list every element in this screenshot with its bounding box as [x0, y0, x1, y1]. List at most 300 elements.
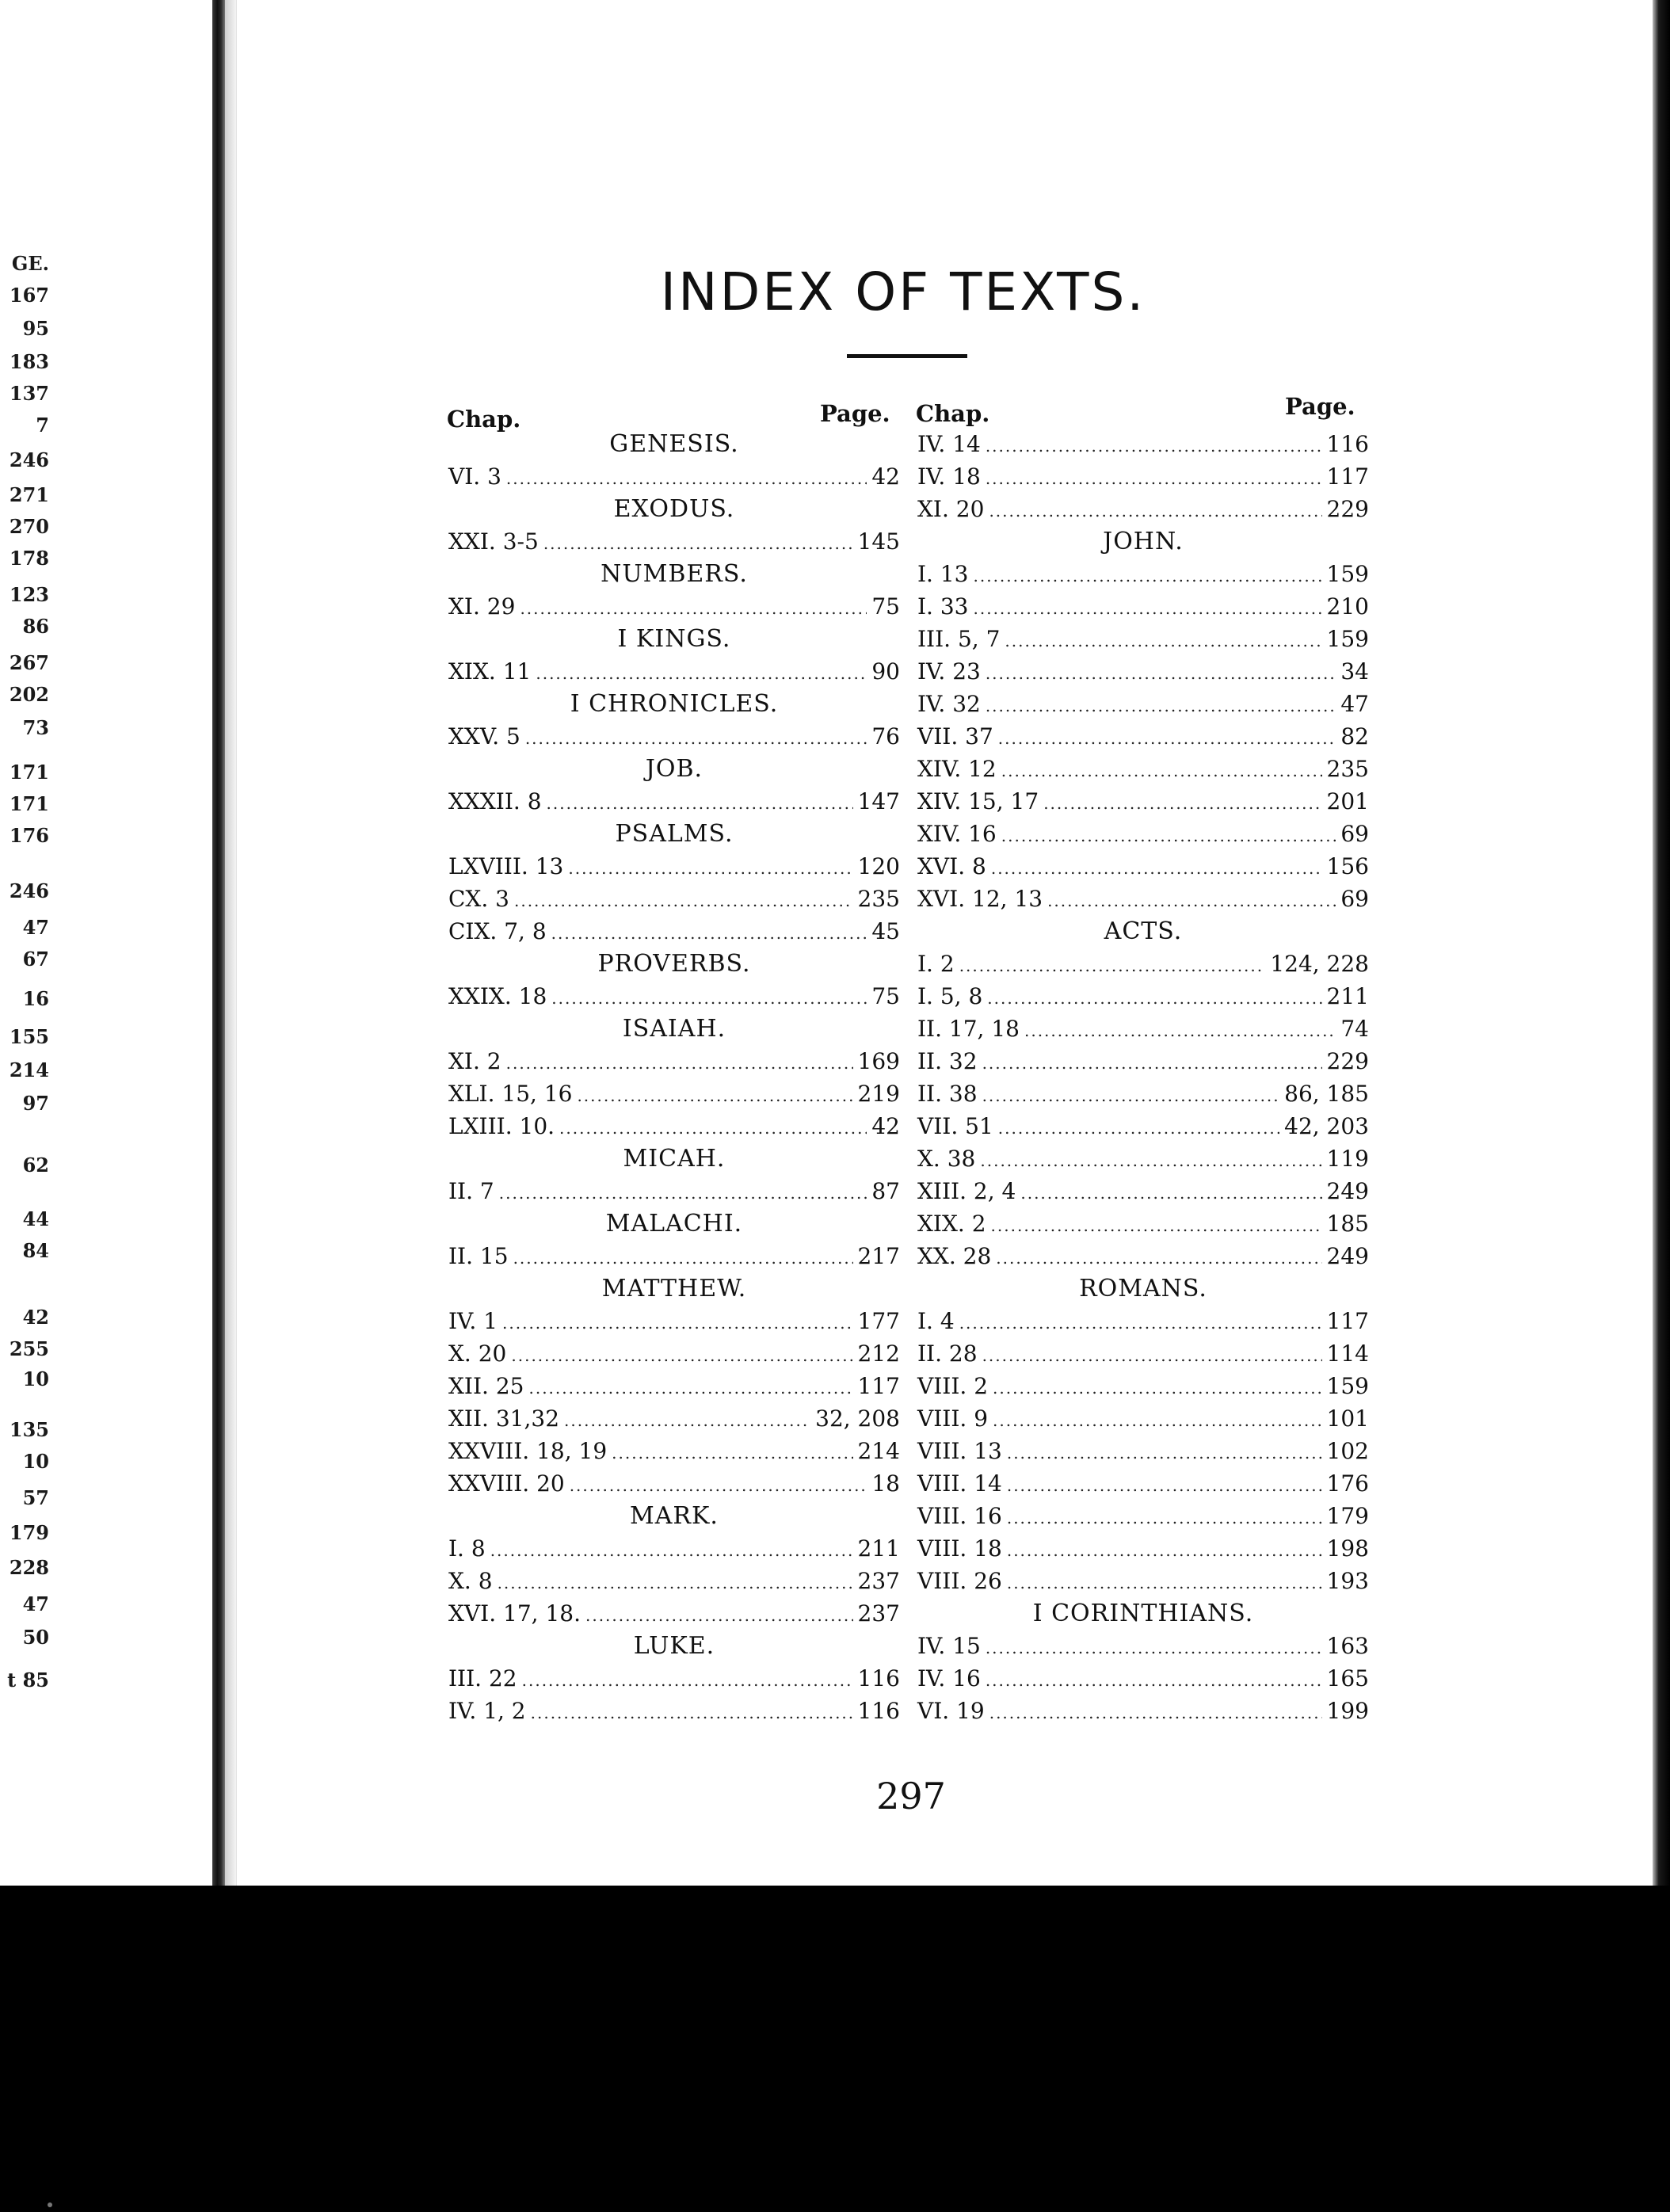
chapter-verse-ref: III. 22 — [448, 1665, 517, 1691]
dot-leader — [1001, 820, 1336, 852]
index-entry — [917, 493, 1369, 525]
chapter-verse-ref: XIV. 12 — [917, 756, 997, 782]
index-entry — [917, 1565, 1369, 1597]
page-reference: 119 — [1326, 1146, 1369, 1172]
chapter-verse-ref: XXIX. 18 — [448, 983, 547, 1009]
facing-page-number: t 85 — [7, 1669, 49, 1691]
chapter-verse-ref: VII. 51 — [917, 1113, 993, 1139]
book-heading: ROMANS. — [1079, 1275, 1207, 1302]
right-page-edge — [1653, 0, 1670, 2212]
chapter-verse-ref: XII. 25 — [448, 1373, 524, 1399]
chapter-verse-ref: XX. 28 — [917, 1243, 992, 1269]
facing-page-number: 16 — [22, 987, 49, 1010]
index-entry — [917, 1240, 1369, 1272]
index-entry — [448, 1435, 900, 1467]
index-entry — [917, 1402, 1369, 1435]
book-heading: MARK. — [630, 1502, 719, 1530]
index-entry — [917, 590, 1369, 623]
page-reference: 163 — [1326, 1633, 1369, 1659]
page-reference: 34 — [1340, 658, 1369, 685]
chapter-verse-ref: I. 13 — [917, 561, 969, 587]
dot-leader — [506, 463, 867, 495]
chapter-verse-ref: IV. 1, 2 — [448, 1698, 526, 1724]
page-reference: 237 — [857, 1568, 900, 1594]
chapter-verse-ref: VIII. 2 — [917, 1373, 989, 1399]
chapter-verse-ref: VI. 3 — [448, 463, 501, 490]
right-index-column — [917, 428, 1369, 1727]
dot-leader — [547, 788, 853, 820]
index-entry — [448, 655, 900, 688]
index-entry — [917, 720, 1369, 753]
facing-page-number: 7 — [36, 414, 49, 437]
chapter-verse-ref: VII. 37 — [917, 723, 993, 749]
dot-leader — [982, 1080, 1280, 1112]
page-reference: 42 — [871, 1113, 900, 1139]
index-entry — [917, 1337, 1369, 1370]
right-chap-label: Chap. — [916, 400, 990, 427]
facing-page-number: 10 — [22, 1367, 49, 1390]
dot-leader — [513, 1242, 853, 1275]
dot-leader — [570, 1470, 867, 1502]
chapter-verse-ref: II. 7 — [448, 1178, 494, 1204]
chapter-verse-ref: IV. 1 — [448, 1308, 498, 1334]
title-rule — [847, 354, 967, 358]
dot-leader — [989, 1697, 1322, 1730]
page-reference: 185 — [1326, 1211, 1369, 1237]
book-gutter — [212, 0, 225, 1886]
dot-leader — [986, 658, 1336, 690]
page-reference: 120 — [857, 853, 900, 879]
dot-leader — [520, 593, 867, 625]
chapter-verse-ref: IV. 18 — [917, 463, 981, 490]
dot-leader — [612, 1437, 852, 1470]
index-entry — [917, 1662, 1369, 1695]
chapter-verse-ref: XI. 20 — [917, 496, 985, 522]
book-heading: PROVERBS. — [597, 950, 751, 978]
chapter-verse-ref: X. 20 — [448, 1341, 507, 1367]
page-reference: 210 — [1326, 593, 1369, 620]
facing-page-number: 137 — [9, 382, 49, 405]
book-heading: MATTHEW. — [601, 1275, 747, 1302]
page-reference: 117 — [1326, 1308, 1369, 1334]
index-entry — [917, 785, 1369, 818]
index-entry — [917, 753, 1369, 785]
index-entry — [448, 1045, 900, 1077]
facing-page-number: 167 — [9, 284, 49, 307]
index-entry — [448, 1402, 900, 1435]
chapter-verse-ref: II. 28 — [917, 1341, 978, 1367]
chapter-verse-ref: II. 38 — [917, 1081, 978, 1107]
dot-leader — [577, 1080, 852, 1112]
chapter-verse-ref: XIV. 16 — [917, 821, 997, 847]
dot-leader — [993, 1372, 1322, 1405]
index-entry — [448, 1532, 900, 1565]
book-heading: I CORINTHIANS. — [1032, 1600, 1254, 1627]
index-entry — [448, 1305, 900, 1337]
page-reference: 193 — [1326, 1568, 1369, 1594]
page-reference: 235 — [857, 886, 900, 912]
facing-page-number: 47 — [22, 916, 49, 939]
page-reference: 116 — [857, 1698, 900, 1724]
page-reference: 69 — [1340, 886, 1369, 912]
page-reference: 47 — [1340, 691, 1369, 717]
chapter-verse-ref: XI. 2 — [448, 1048, 501, 1074]
dot-leader — [531, 1697, 853, 1730]
page-reference: 42 — [871, 463, 900, 490]
facing-page-number: 246 — [9, 879, 49, 902]
page-reference: 159 — [1326, 1373, 1369, 1399]
index-entry — [917, 1013, 1369, 1045]
chapter-verse-ref: XIV. 15, 17 — [917, 788, 1039, 814]
index-entry — [448, 1240, 900, 1272]
facing-page-number: 67 — [22, 948, 49, 971]
chapter-verse-ref: VIII. 14 — [917, 1470, 1002, 1497]
page-reference: 87 — [871, 1178, 900, 1204]
page-reference: 147 — [857, 788, 900, 814]
facing-page-number: 135 — [9, 1418, 49, 1441]
facing-page-number: 255 — [9, 1337, 49, 1360]
chapter-verse-ref: I. 5, 8 — [917, 983, 983, 1009]
page-title: INDEX OF TEXTS. — [660, 261, 1146, 322]
index-entry — [917, 1500, 1369, 1532]
dot-leader — [1007, 1470, 1322, 1502]
index-entry — [917, 850, 1369, 883]
page-reference: 198 — [1326, 1535, 1369, 1562]
index-entry — [917, 1695, 1369, 1727]
page-reference: 212 — [857, 1341, 900, 1367]
facing-page-number: 214 — [9, 1058, 49, 1081]
index-entry — [448, 590, 900, 623]
page-reference: 177 — [857, 1308, 900, 1334]
book-heading: NUMBERS. — [601, 560, 748, 588]
facing-page-number: 183 — [9, 350, 49, 373]
chapter-verse-ref: XVI. 8 — [917, 853, 986, 879]
facing-page-number: GE. — [11, 252, 49, 275]
dot-leader — [1047, 885, 1336, 917]
chapter-verse-ref: X. 38 — [917, 1146, 976, 1172]
facing-page-number: 84 — [22, 1239, 49, 1262]
chapter-verse-ref: IV. 32 — [917, 691, 981, 717]
index-entry — [917, 980, 1369, 1013]
chapter-verse-ref: III. 5, 7 — [917, 626, 1001, 652]
dot-leader — [986, 430, 1322, 463]
index-entry — [448, 1110, 900, 1142]
chapter-verse-ref: IV. 16 — [917, 1665, 981, 1691]
dot-leader — [525, 723, 867, 755]
dot-leader — [1043, 788, 1321, 820]
page-reference: 86, 185 — [1284, 1081, 1369, 1107]
dot-leader — [1005, 625, 1321, 658]
dot-leader — [987, 982, 1321, 1015]
index-entry — [448, 883, 900, 915]
dot-leader — [490, 1535, 853, 1567]
chapter-verse-ref: I. 33 — [917, 593, 969, 620]
dot-leader — [986, 1632, 1322, 1665]
chapter-verse-ref: VIII. 13 — [917, 1438, 1002, 1464]
dot-leader — [551, 917, 867, 950]
page-reference: 124, 228 — [1270, 951, 1369, 977]
dot-leader — [1007, 1437, 1322, 1470]
index-entry — [448, 1695, 900, 1727]
facing-page-number: 202 — [9, 683, 49, 706]
left-chap-label: Chap. — [447, 406, 521, 433]
chapter-verse-ref: VI. 19 — [917, 1698, 985, 1724]
index-entry — [448, 980, 900, 1013]
book-heading: EXODUS. — [613, 495, 735, 523]
dot-leader — [499, 1177, 867, 1210]
page-reference: 249 — [1326, 1178, 1369, 1204]
book-heading: I KINGS. — [617, 625, 731, 653]
facing-page-number: 47 — [22, 1592, 49, 1615]
index-entry — [917, 1045, 1369, 1077]
dot-leader — [986, 463, 1322, 495]
page-reference: 219 — [857, 1081, 900, 1107]
dot-leader — [974, 593, 1322, 625]
index-entry — [448, 1337, 900, 1370]
chapter-verse-ref: II. 15 — [448, 1243, 509, 1269]
gutter-shadow — [225, 0, 236, 1886]
dot-leader — [959, 1307, 1322, 1340]
page-reference: 90 — [871, 658, 900, 685]
facing-page-number: 246 — [9, 448, 49, 471]
chapter-verse-ref: XXVIII. 20 — [448, 1470, 565, 1497]
book-heading: GENESIS. — [609, 430, 739, 458]
page-reference: 101 — [1326, 1405, 1369, 1432]
page-reference: 249 — [1326, 1243, 1369, 1269]
index-entry — [917, 1532, 1369, 1565]
index-entry — [448, 1467, 900, 1500]
index-entry — [448, 720, 900, 753]
facing-page-number: 73 — [22, 716, 49, 739]
page-reference: 75 — [871, 983, 900, 1009]
chapter-verse-ref: VIII. 26 — [917, 1568, 1002, 1594]
page-reference: 176 — [1326, 1470, 1369, 1497]
facing-page-number: 57 — [22, 1486, 49, 1509]
facing-page-number: 97 — [22, 1092, 49, 1115]
page-reference: 165 — [1326, 1665, 1369, 1691]
dot-leader — [559, 1112, 867, 1145]
page-reference: 237 — [857, 1600, 900, 1627]
dot-leader — [1020, 1177, 1321, 1210]
index-entry — [917, 655, 1369, 688]
facing-page-number: 95 — [22, 317, 49, 340]
index-entry — [917, 1467, 1369, 1500]
chapter-verse-ref: VIII. 18 — [917, 1535, 1002, 1562]
chapter-verse-ref: XLI. 15, 16 — [448, 1081, 573, 1107]
page-reference: 217 — [857, 1243, 900, 1269]
chapter-verse-ref: IV. 14 — [917, 431, 981, 457]
book-heading: ACTS. — [1104, 917, 1183, 945]
page-reference: 114 — [1326, 1341, 1369, 1367]
dot-leader — [1001, 755, 1322, 788]
facing-page-number: 171 — [9, 792, 49, 815]
facing-page-number: 270 — [9, 515, 49, 538]
page-reference: 159 — [1326, 626, 1369, 652]
chapter-verse-ref: X. 8 — [448, 1568, 493, 1594]
book-heading: PSALMS. — [615, 820, 734, 848]
page-reference: 18 — [871, 1470, 900, 1497]
index-entry — [917, 1142, 1369, 1175]
facing-page-number: 10 — [22, 1450, 49, 1473]
dot-leader — [986, 690, 1336, 723]
index-entry — [917, 1370, 1369, 1402]
dot-leader — [1007, 1502, 1322, 1535]
index-entry — [448, 1370, 900, 1402]
chapter-verse-ref: IV. 15 — [917, 1633, 981, 1659]
index-entry — [917, 1110, 1369, 1142]
book-heading: ISAIAH. — [622, 1015, 726, 1043]
facing-page-number: 44 — [22, 1207, 49, 1230]
chapter-verse-ref: I. 4 — [917, 1308, 955, 1334]
page-reference: 199 — [1326, 1698, 1369, 1724]
page-reference: 211 — [1326, 983, 1369, 1009]
index-entry — [917, 1077, 1369, 1110]
index-entry — [917, 623, 1369, 655]
facing-page-number: 62 — [22, 1154, 49, 1177]
page-reference: 169 — [857, 1048, 900, 1074]
dot-leader — [1024, 1015, 1336, 1047]
chapter-verse-ref: VIII. 16 — [917, 1503, 1002, 1529]
dot-leader — [564, 1405, 810, 1437]
book-heading: MALACHI. — [605, 1210, 743, 1238]
dot-leader — [993, 1405, 1322, 1437]
index-entry — [917, 1207, 1369, 1240]
book-heading: JOB. — [645, 755, 703, 783]
facing-page-number: 155 — [9, 1025, 49, 1048]
dot-leader — [989, 495, 1321, 528]
page-reference: 76 — [871, 723, 900, 749]
scan-speck — [48, 2202, 52, 2207]
page-reference: 32, 208 — [815, 1405, 900, 1432]
chapter-verse-ref: LXIII. 10. — [448, 1113, 555, 1139]
dot-leader — [522, 1665, 853, 1697]
chapter-verse-ref: I. 8 — [448, 1535, 486, 1562]
chapter-verse-ref: XVI. 12, 13 — [917, 886, 1043, 912]
page-reference: 235 — [1326, 756, 1369, 782]
left-index-column — [448, 428, 900, 1727]
page-reference: 214 — [857, 1438, 900, 1464]
chapter-verse-ref: XXXII. 8 — [448, 788, 542, 814]
facing-page-number: 50 — [22, 1626, 49, 1649]
page-reference: 69 — [1340, 821, 1369, 847]
dot-leader — [991, 1210, 1322, 1242]
dot-leader — [998, 723, 1336, 755]
dot-leader — [511, 1340, 852, 1372]
book-heading: MICAH. — [623, 1145, 726, 1173]
facing-page-number: 228 — [9, 1556, 49, 1579]
dot-leader — [998, 1112, 1279, 1145]
page-reference: 156 — [1326, 853, 1369, 879]
book-heading: JOHN. — [1103, 528, 1184, 555]
index-entry — [917, 688, 1369, 720]
page-reference: 102 — [1326, 1438, 1369, 1464]
index-entry — [448, 915, 900, 948]
book-heading: I CHRONICLES. — [570, 690, 779, 718]
index-entry — [917, 818, 1369, 850]
chapter-verse-ref: CX. 3 — [448, 886, 509, 912]
facing-page-number: 86 — [22, 615, 49, 638]
chapter-verse-ref: XIX. 2 — [917, 1211, 986, 1237]
index-entry — [448, 525, 900, 558]
page-reference: 117 — [857, 1373, 900, 1399]
book-heading: LUKE. — [633, 1632, 715, 1660]
dot-leader — [996, 1242, 1321, 1275]
facing-page-strip — [0, 0, 212, 2212]
index-entry — [448, 1662, 900, 1695]
facing-page-number: 271 — [9, 483, 49, 506]
index-entry — [917, 558, 1369, 590]
index-entry — [448, 1175, 900, 1207]
page-reference: 116 — [1326, 431, 1369, 457]
dot-leader — [1007, 1567, 1322, 1600]
index-entry — [448, 1565, 900, 1597]
chapter-verse-ref: II. 32 — [917, 1048, 978, 1074]
chapter-verse-ref: CIX. 7, 8 — [448, 918, 547, 944]
index-entry — [448, 850, 900, 883]
page-reference: 42, 203 — [1284, 1113, 1369, 1139]
left-page-label: Page. — [820, 400, 890, 427]
dot-leader — [514, 885, 853, 917]
dot-leader — [986, 1665, 1322, 1697]
page-reference: 201 — [1326, 788, 1369, 814]
chapter-verse-ref: I. 2 — [917, 951, 955, 977]
facing-page-number: 178 — [9, 547, 49, 570]
dot-leader — [982, 1340, 1322, 1372]
page-reference: 145 — [857, 528, 900, 555]
page-reference: 159 — [1326, 561, 1369, 587]
index-entry — [917, 1630, 1369, 1662]
chapter-verse-ref: XVI. 17, 18. — [448, 1600, 581, 1627]
chapter-verse-ref: XI. 29 — [448, 593, 516, 620]
dot-leader — [982, 1047, 1322, 1080]
index-entry — [917, 1175, 1369, 1207]
facing-page-number: 171 — [9, 761, 49, 784]
dot-leader — [528, 1372, 852, 1405]
dot-leader — [543, 528, 853, 560]
index-entry — [448, 1077, 900, 1110]
dot-leader — [980, 1145, 1321, 1177]
dot-leader — [1007, 1535, 1322, 1567]
chapter-verse-ref: IV. 23 — [917, 658, 981, 685]
dot-leader — [502, 1307, 853, 1340]
page-reference: 229 — [1326, 496, 1369, 522]
page-reference: 75 — [871, 593, 900, 620]
chapter-verse-ref: XXV. 5 — [448, 723, 520, 749]
facing-page-number: 176 — [9, 824, 49, 847]
index-entry — [917, 428, 1369, 460]
page-reference: 116 — [857, 1665, 900, 1691]
dot-leader — [498, 1567, 853, 1600]
facing-page-number: 42 — [22, 1306, 49, 1329]
index-entry — [917, 883, 1369, 915]
page-reference: 179 — [1326, 1503, 1369, 1529]
dot-leader — [959, 950, 1266, 982]
right-page-label: Page. — [1285, 393, 1355, 420]
chapter-verse-ref: XIX. 11 — [448, 658, 532, 685]
page-reference: 74 — [1340, 1016, 1369, 1042]
index-entry — [917, 948, 1369, 980]
dot-leader — [991, 852, 1322, 885]
index-entry — [448, 785, 900, 818]
facing-page-number: 179 — [9, 1521, 49, 1544]
scan-bottom-border — [0, 1886, 1670, 2212]
chapter-verse-ref: XIII. 2, 4 — [917, 1178, 1016, 1204]
page-reference: 117 — [1326, 463, 1369, 490]
page-reference: 229 — [1326, 1048, 1369, 1074]
chapter-verse-ref: XXI. 3-5 — [448, 528, 539, 555]
facing-page-number: 123 — [9, 583, 49, 606]
facing-page-number: 267 — [9, 651, 49, 674]
